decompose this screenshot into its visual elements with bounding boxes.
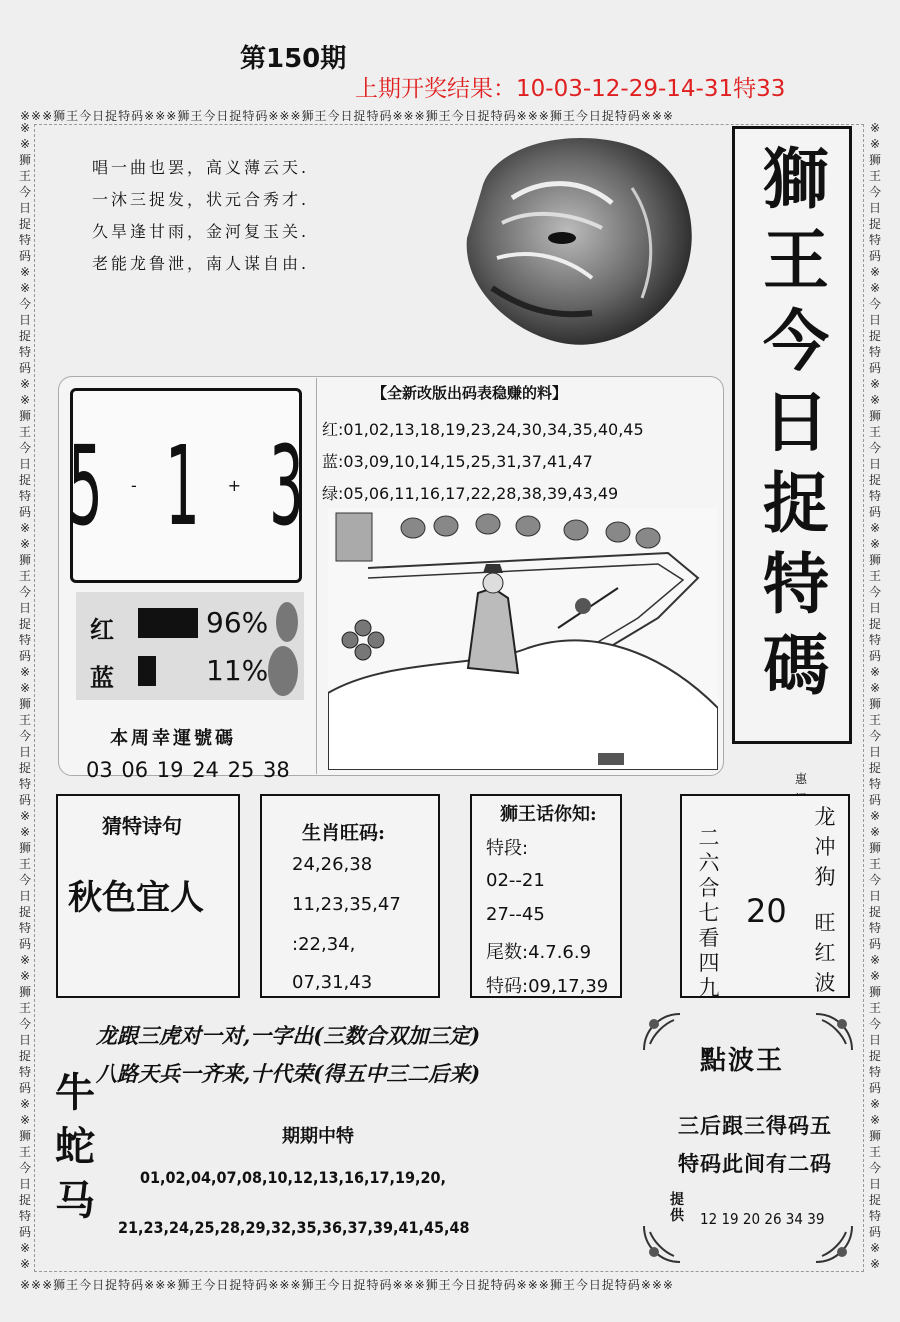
- wave-king-title: 點波王: [700, 1046, 785, 1076]
- last-result: 上期开奖结果：10-03-12-29-14-31特33: [355, 76, 786, 102]
- operator: -: [130, 476, 137, 495]
- lion-says-line: 特码:09,17,39: [486, 976, 609, 997]
- hint-number: 20: [746, 892, 787, 930]
- border-right-text: ※※狮王今日捉特码※※今日捉特码※※狮王今日捉特码※※狮王今日捉特码※※狮王今日捉特码※※狮王今日捉特码※※狮王今日捉特码※※狮王今日捉特码※※: [868, 121, 881, 1270]
- zodiac-code-line: 24,26,38: [292, 854, 373, 875]
- guess-poem-box: [56, 794, 240, 998]
- poem-line: 一沐三捉发，状元合秀才.: [92, 190, 310, 209]
- blue-ball: [268, 646, 298, 696]
- every-issue-title: 期期中特: [282, 1126, 354, 1147]
- lion-says-line: 特段:: [486, 838, 529, 859]
- zodiac-animal: 蛇: [55, 1123, 95, 1170]
- border-left-text: ※※狮王今日捉特码※※今日捉特码※※狮王今日捉特码※※狮王今日捉特码※※狮王今日捉特码※※狮王今日捉特码※※狮王今日捉特码※※狮王今日捉特码※※: [18, 121, 31, 1270]
- red-percent: 96%: [206, 606, 269, 639]
- zodiac-codes-title: 生肖旺码:: [302, 822, 386, 844]
- scholar-illustration: [328, 508, 718, 770]
- color-codes: [322, 414, 644, 510]
- red-bar: [138, 608, 198, 638]
- blue-bar: [138, 656, 156, 686]
- green-codes: 绿:05,06,11,16,17,22,28,38,39,43,49: [322, 484, 619, 503]
- corner-ornament: [640, 1010, 684, 1054]
- every-issue-line: 01,02,04,07,08,10,12,13,16,17,19,20,: [140, 1168, 446, 1187]
- probability-box: [76, 592, 304, 700]
- hint-column: 二六合七看四九: [698, 826, 720, 1000]
- zodiac-codes-box: [260, 794, 440, 998]
- lion-says-line: 尾数:4.7.6.9: [486, 942, 592, 963]
- verse-line: 龙跟三虎对一对,一字出(三数合双加三定): [96, 1023, 481, 1048]
- main-title: 獅王今日捉特碼: [763, 141, 829, 704]
- blue-percent: 11%: [206, 654, 269, 687]
- subtitle: 惠: [794, 772, 807, 786]
- panel-divider: [316, 378, 317, 774]
- big-digit: 5: [68, 421, 103, 550]
- lion-says-box: [470, 794, 622, 998]
- lion-says-line: 02--21: [486, 870, 545, 891]
- zodiac-animal: 马: [55, 1177, 95, 1224]
- red-ball: [276, 602, 298, 642]
- hint-column: 旺红波: [814, 911, 836, 995]
- lion-says-title: 狮王话你知:: [500, 804, 597, 825]
- lion-says-line: 27--45: [486, 904, 545, 925]
- lucky-title: 本周幸運號碼: [110, 728, 236, 749]
- blue-codes: 蓝:03,09,10,14,15,25,31,37,41,47: [322, 452, 593, 471]
- hint-column: 龙冲狗: [814, 805, 836, 889]
- lion-head-image: [452, 128, 702, 353]
- zodiac-code-line: :22,34,: [292, 934, 356, 955]
- corner-ornament: [812, 1222, 856, 1266]
- big-digit: 1: [164, 421, 200, 550]
- codes-header: 【全新改版出码表稳赚的料】: [372, 384, 568, 402]
- red-label: 红: [90, 615, 114, 644]
- corner-ornament: [812, 1010, 856, 1054]
- poem-line: 久旱逢甘雨，金河复玉关.: [92, 222, 310, 241]
- zodiac-code-line: 11,23,35,47: [292, 894, 401, 915]
- provide-label: 提供: [670, 1192, 684, 1224]
- zodiac-animal: 牛: [55, 1069, 95, 1116]
- border-bottom-text: ※※※狮王今日捉特码※※※狮王今日捉特码※※※狮王今日捉特码※※※狮王今日捉特码※※※狮王今日捉特码※※※: [20, 1278, 674, 1292]
- verse-line: 八路天兵一齐来,十代荣(得五中三二后来): [96, 1061, 481, 1086]
- big-digit: 3: [269, 421, 304, 550]
- guess-title: 猜特诗句: [102, 814, 182, 838]
- lucky-numbers: 03 06 19 24 25 38: [86, 758, 290, 782]
- guess-text: 秋色宜人: [68, 878, 204, 918]
- poem: [92, 152, 309, 280]
- issue-number: 第150期: [240, 44, 347, 74]
- poem-line: 唱一曲也罢，高义薄云天.: [92, 158, 310, 177]
- provided-numbers: 12 19 20 26 34 39: [700, 1210, 825, 1228]
- zodiac-column: [50, 1066, 100, 1228]
- wave-hint: 三后跟三得码五: [678, 1113, 832, 1138]
- red-codes: 红:01,02,13,18,19,23,24,30,34,35,40,45: [322, 420, 644, 439]
- corner-ornament: [640, 1222, 684, 1266]
- every-issue-line: 21,23,24,25,28,29,32,35,36,37,39,41,45,48: [118, 1218, 470, 1237]
- zodiac-code-line: 07,31,43: [292, 972, 373, 993]
- border-top-text: ※※※狮王今日捉特码※※※狮王今日捉特码※※※狮王今日捉特码※※※狮王今日捉特码※※※狮王今日捉特码※※※: [20, 109, 674, 123]
- operator: +: [227, 476, 242, 495]
- poem-line: 老能龙鲁泄，南人谋自由.: [92, 254, 310, 273]
- hint-box: [680, 794, 850, 998]
- title-panel: [732, 126, 852, 786]
- big-number-box: [70, 388, 302, 583]
- blue-label: 蓝: [90, 663, 114, 692]
- wave-hint: 特码此间有二码: [678, 1151, 832, 1176]
